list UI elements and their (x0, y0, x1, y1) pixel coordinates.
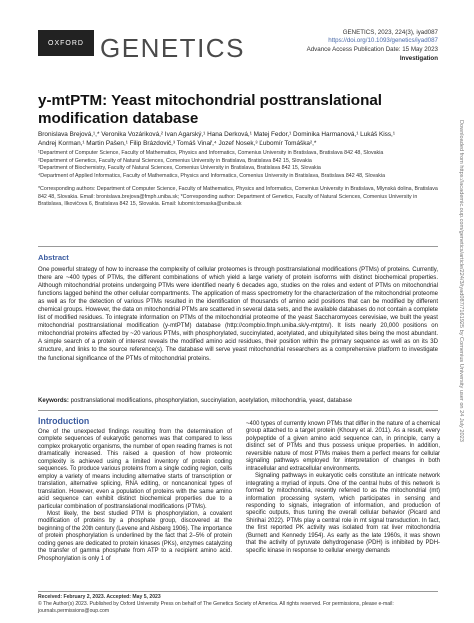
divider (38, 410, 438, 411)
affiliation: ⁴Department of Applied Informatics, Faculty of Mathematics, Physics and Informatics, Comenius University in Bratislava, Bratislava 842 48, Slovakia (38, 172, 386, 179)
download-watermark (456, 120, 466, 590)
introduction-heading: Introduction (38, 416, 90, 426)
journal-header (0, 0, 474, 86)
paragraph: Signaling pathways in eukaryotic cells constitute an intricate network integrating a myriad of inputs. One of the central hubs of this network is formed by mitochondria, recently referred to as the mitochondrial (mt) information processing system, which participates in sensing and responding to signals, integration of information, and production of specific outputs, thus tuning the overall cellular behavior (Picard and Shirihai 2022). PTMs play a central role in mt signal transduction. In fact, the first reported PK activity was isolated from rat liver mitochondria (Burnett and Kennedy 1954). As early as the late 1960s, it was shown that the activity of pyruvate dehydrogenase (PDH) is inhibited by PDH-specific kinase in response to cellular energy demands (246, 473, 440, 554)
intro-column-left (38, 429, 232, 563)
affiliation: ²Department of Genetics, Faculty of Natural Sciences, Comenius University in Bratislava, Bratislava 842 15, Slovakia (38, 157, 312, 164)
affiliation: ¹Department of Computer Science, Faculty of Mathematics, Physics and Informatics, Comenius University in Bratislava, Bratislava 842 48, Slovakia (38, 150, 384, 156)
oxford-logo[interactable] (38, 30, 94, 56)
paragraph: ~400 types of currently known PTMs that differ in the nature of a chemical group attached to a target protein (Khoury et al. 2011). As a result, every polypeptide of a given amino acid sequence can, in principle, carry a distinct set of PTMs and thus possess unique properties. In addition, reversible nature of most PTMs makes them a perfect means for cellular signaling pathways employed for interpretation of changes in both intracellular and extracellular environments. (246, 421, 440, 472)
paragraph: Most likely, the best studied PTM is phosphorylation, a covalent modification of proteins by a phosphate group, discovered at the beginning of the 20th century (Levene and Alsberg 1906). The importance of protein phosphorylation is underlined by the fact that 2–5% of protein coding genes are dedicated to protein kinases (PKs), enzymes catalyzing the transfer of gamma phosphate from ATP to a recipient amino acid. Phosphorylation is only 1 of (38, 510, 232, 562)
divider (38, 246, 438, 247)
author-line: Bronislava Brejová,¹,* Veronika Vozáriková,² Ivan Agarský,¹ Hana Derková,¹ Matej Fedor,¹ Dominika Harmanová,¹ Lukáš Kiss,¹ (38, 131, 395, 138)
article-dates: Received: February 2, 2023. Accepted: May 5, 2023 (38, 594, 161, 600)
abstract-heading: Abstract (38, 253, 69, 262)
intro-column-right (246, 421, 440, 555)
corresponding-authors (38, 186, 438, 210)
keywords-list: posttranslational modifications, phosphorylation, succinylation, acetylation, mitochondria, yeast, database (70, 398, 352, 404)
genetics-wordmark: GENETICS (100, 33, 245, 63)
oxford-logo-text: OXFORD (48, 39, 84, 47)
article-title: y-mtPTM: Yeast mitochondrial posttranslational modification database (38, 92, 383, 127)
corresponding-note: *Corresponding authors: Department of Computer Science, Faculty of Mathematics, Physics and Informatics, Comenius University in Bratislava, Mlynská dolina, Bratislava 842 48, Slovakia. Email: bronislava.brejova@fmph.uniba.sk; *Corresponding author: Department of Genetics, Faculty of Natural Sciences, Comenius University in Bratislava, Ilkovičova 6, Bratislava 842 15, Slovakia. Email: lubomir.tomaska@uniba.sk (38, 186, 438, 208)
article-meta (307, 29, 438, 64)
affiliations (38, 150, 438, 180)
article-footer (38, 594, 438, 614)
divider (38, 591, 438, 592)
abstract-text: One powerful strategy of how to increase the complexity of cellular proteomes is through posttranslational modifications (PTMs) of proteins. Currently, there are ~400 types of PTMs, the different combinations of which yield a large variety of protein isoforms with distinct biochemical properties. Although mitochondrial proteins undergoing PTMs were identified nearly 6 decades ago, studies on the roles and extent of PTMs on mitochondrial functions lagged behind the other cellular compartments. The application of mass spectrometry for the characterization of the mitochondrial proteome as well as for the detection of various PTMs resulted in the identification of thousands of amino acid positions that can be modified by different chemical groups. However, the data on mitochondrial PTMs are scattered in several data sets, and the available databases do not contain a complete list of modified residues. To integrate information on PTMs of the mitochondrial proteome of the yeast Saccharomyces cerevisiae, we built the yeast mitochondrial posttranslational modification (y-mtPTM) database (http://compbio.fmph.uniba.sk/y-mtptm/). It lists nearly 20,000 positions on mitochondrial proteins affected by ~20 various PTMs, with phosphorylated, succinylated, acetylated, and ubiquitylated sites being the most abundant. A simple search of a protein of interest reveals the modified amino acid residues, their position within the primary sequence as well as on its 3D structure, and links to the source reference(s). The database will serve yeast mitochondrial researchers as a comprehensive platform to investigate the functional significance of the PTMs of mitochondrial proteins. (38, 267, 438, 362)
doi-link[interactable]: https://doi.org/10.1093/genetics/iyad087 (328, 37, 438, 45)
keywords (38, 397, 438, 405)
download-note: Downloaded from https://academic.oup.com/genetics/article/224/3/iyad087/7161925 by Comenius University user on 24 July 2023 (458, 120, 464, 442)
author-list (38, 130, 438, 148)
advance-access: Advance Access Publication Date: 15 May 2023 (306, 45, 438, 53)
keywords-label: Keywords: (38, 398, 69, 404)
article-section: Investigation (399, 55, 438, 63)
paragraph: One of the unexpected findings resulting from the determination of complete sequences of eukaryotic genomes was that compared to less complex prokaryotic organisms, the number of open reading frames is not dramatically increased. This raised a question of how proteomic complexity is achieved using a limited inventory of protein coding sequences. To produce various proteins from a single coding region, cells employ a variety of means including alternative starts of transcription or translation, alternative splicing, RNA editing, or noncanonical types of translation. However, even a population of proteins with the same amino acid sequence can exhibit distinct biochemical properties due to a particular combination of posttranslational modifications (PTMs). (38, 429, 232, 510)
citation: GENETICS, 2023, 224(3), iyad087 (342, 29, 438, 36)
affiliation: ³Department of Biochemistry, Faculty of Natural Sciences, Comenius University in Bratislava, Bratislava 842 15, Slovakia (38, 165, 321, 172)
copyright-notice: © The Author(s) 2023. Published by Oxford University Press on behalf of The Genetics Society of America. All rights reserved. For permissions, please e-mail: journals.permissions@oup.com (38, 600, 394, 614)
author-line: Andrej Korman,¹ Martin Pašen,¹ Filip Brázdovič,³ Tomáš Vinař,⁴ Jozef Nosek,³ Ľubomír Tomáška²,* (38, 140, 317, 147)
